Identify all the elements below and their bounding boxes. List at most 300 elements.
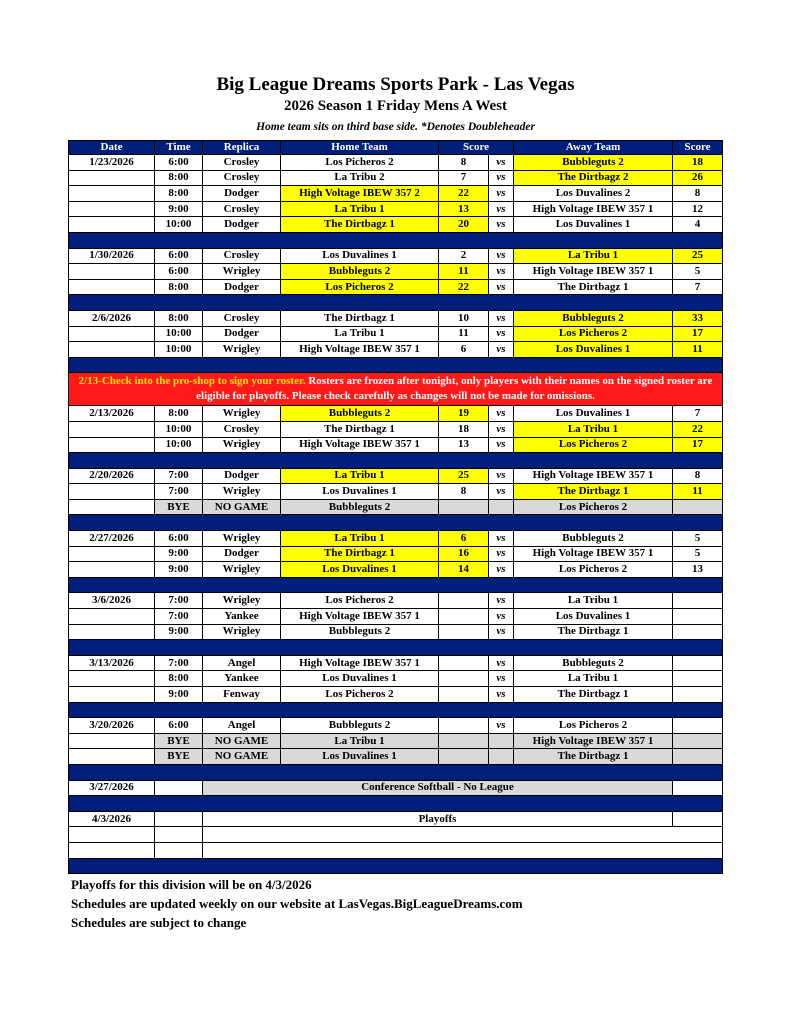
date-cell [69,609,155,625]
away-score-cell [673,671,723,687]
game-row [69,468,723,484]
vs-cell: vs [489,609,514,625]
away-score-cell [673,780,723,796]
game-row [69,655,723,671]
date-cell [69,421,155,437]
vs-cell: vs [489,671,514,687]
vs-cell: vs [489,437,514,453]
game-row [69,531,723,547]
replica-cell: Fenway [203,687,281,703]
home-team-cell: Los Duvalines 1 [281,671,439,687]
vs-cell [489,733,514,749]
separator-cell [69,858,723,874]
home-team-cell: The Dirtbagz 1 [281,421,439,437]
home-team-cell: La Tribu 1 [281,733,439,749]
col-time: Time [155,141,203,155]
date-cell [69,217,155,233]
away-score-cell: 11 [673,342,723,358]
time-cell: 8:00 [155,310,203,326]
home-score-cell: 8 [439,484,489,500]
date-cell [69,671,155,687]
away-score-cell: 22 [673,421,723,437]
date-cell: 2/6/2026 [69,310,155,326]
away-team-cell: The Dirtbagz 1 [514,279,673,295]
game-row [69,484,723,500]
vs-cell: vs [489,718,514,734]
away-team-cell: La Tribu 1 [514,671,673,687]
home-team-cell: Los Duvalines 1 [281,749,439,765]
away-score-cell [673,687,723,703]
home-team-cell: Los Picheros 2 [281,279,439,295]
replica-cell [203,827,723,843]
game-row [69,687,723,703]
vs-cell: vs [489,217,514,233]
notice-rest: Rosters are frozen after tonight, only players with their names on the signed roster are eligible for playoffs. Please check carefully as changes will not be made for omissions. [196,375,713,403]
home-team-cell: Bubbleguts 2 [281,499,439,515]
date-cell: 2/20/2026 [69,468,155,484]
time-cell: 8:00 [155,279,203,295]
home-score-cell: 6 [439,342,489,358]
home-score-cell: 7 [439,170,489,186]
game-row [69,593,723,609]
home-score-cell: 14 [439,562,489,578]
away-score-cell: 17 [673,437,723,453]
time-cell [155,842,203,858]
replica-cell: Angel [203,718,281,734]
game-row [69,248,723,264]
col-replica: Replica [203,141,281,155]
game-row [69,186,723,202]
away-score-cell: 5 [673,531,723,547]
game-row [69,326,723,342]
week-separator [69,858,723,874]
home-team-cell: Bubbleguts 2 [281,406,439,422]
time-cell: 6:00 [155,155,203,171]
away-team-cell: The Dirtbagz 1 [514,484,673,500]
away-score-cell: 25 [673,248,723,264]
away-team-cell: High Voltage IBEW 357 1 [514,201,673,217]
away-score-cell [673,749,723,765]
away-score-cell [673,718,723,734]
week-separator [69,357,723,373]
away-team-cell: Bubbleguts 2 [514,531,673,547]
roster-notice-text [69,373,723,406]
page-title: Big League Dreams Sports Park - Las Vegas [216,74,575,95]
home-score-cell: 11 [439,264,489,280]
home-score-cell: 10 [439,310,489,326]
replica-cell: Wrigley [203,437,281,453]
col-away-score: Score [673,141,723,155]
replica-cell: Dodger [203,217,281,233]
date-cell [69,733,155,749]
separator-cell [69,764,723,780]
blank-row [69,827,723,843]
time-cell: 6:00 [155,264,203,280]
week-separator [69,764,723,780]
away-team-cell: High Voltage IBEW 357 1 [514,468,673,484]
home-team-cell: Los Picheros 2 [281,593,439,609]
away-score-cell [673,624,723,640]
home-score-cell: 6 [439,531,489,547]
week-separator [69,232,723,248]
away-score-cell: 7 [673,406,723,422]
home-score-cell: 11 [439,326,489,342]
home-score-cell [439,671,489,687]
date-cell [69,624,155,640]
away-score-cell [673,733,723,749]
vs-cell: vs [489,655,514,671]
away-score-cell: 33 [673,310,723,326]
vs-cell: vs [489,421,514,437]
col-date: Date [69,141,155,155]
date-cell [69,687,155,703]
home-score-cell [439,609,489,625]
away-team-cell: Los Picheros 2 [514,326,673,342]
vs-cell: vs [489,484,514,500]
away-team-cell: Los Picheros 2 [514,718,673,734]
vs-cell: vs [489,624,514,640]
replica-cell: Dodger [203,326,281,342]
date-cell [69,484,155,500]
date-cell [69,264,155,280]
footer-disclaimer: Schedules are subject to change [71,915,247,930]
time-cell: 7:00 [155,468,203,484]
date-cell [69,499,155,515]
date-cell [69,342,155,358]
home-score-cell [439,733,489,749]
vs-cell [489,499,514,515]
home-team-cell: The Dirtbagz 1 [281,546,439,562]
blank-row [69,842,723,858]
home-score-cell: 2 [439,248,489,264]
time-cell [155,827,203,843]
time-cell: 7:00 [155,484,203,500]
col-home-score: Score [439,141,514,155]
home-team-cell: High Voltage IBEW 357 2 [281,186,439,202]
home-score-cell: 18 [439,421,489,437]
away-score-cell: 8 [673,468,723,484]
replica-cell: Wrigley [203,593,281,609]
week-separator [69,515,723,531]
away-team-cell: High Voltage IBEW 357 1 [514,264,673,280]
home-score-cell [439,593,489,609]
date-cell: 3/27/2026 [69,780,155,796]
date-cell [69,326,155,342]
date-cell: 3/6/2026 [69,593,155,609]
game-row [69,671,723,687]
vs-cell: vs [489,406,514,422]
week-separator [69,295,723,311]
separator-cell [69,357,723,373]
replica-cell [203,842,723,858]
game-row [69,201,723,217]
home-team-note: Home team sits on third base side. *Denotes Doubleheader [256,121,535,133]
game-row [69,279,723,295]
game-row [69,170,723,186]
time-cell: 8:00 [155,170,203,186]
event-text: Conference Softball - No League [203,780,673,796]
game-row [69,609,723,625]
away-team-cell: La Tribu 1 [514,248,673,264]
away-score-cell: 4 [673,217,723,233]
separator-cell [69,232,723,248]
away-team-cell: Bubbleguts 2 [514,310,673,326]
home-team-cell: Los Duvalines 1 [281,562,439,578]
col-home-team: Home Team [281,141,439,155]
away-team-cell: Los Duvalines 1 [514,217,673,233]
time-cell: 6:00 [155,248,203,264]
time-cell: 10:00 [155,421,203,437]
home-team-cell: La Tribu 1 [281,326,439,342]
bye-row [69,749,723,765]
time-cell: 7:00 [155,593,203,609]
home-team-cell: Bubbleguts 2 [281,718,439,734]
away-team-cell: Bubbleguts 2 [514,155,673,171]
replica-cell: Crosley [203,310,281,326]
away-team-cell: High Voltage IBEW 357 1 [514,733,673,749]
header-row [69,141,723,155]
home-team-cell: La Tribu 1 [281,468,439,484]
away-score-cell [673,811,723,827]
home-score-cell [439,624,489,640]
separator-cell [69,453,723,469]
home-score-cell: 25 [439,468,489,484]
away-team-cell: The Dirtbagz 1 [514,687,673,703]
replica-cell: Yankee [203,671,281,687]
time-cell [155,780,203,796]
away-score-cell [673,609,723,625]
replica-cell: Crosley [203,248,281,264]
away-score-cell: 7 [673,279,723,295]
away-score-cell: 5 [673,546,723,562]
replica-cell: Wrigley [203,531,281,547]
date-cell [69,437,155,453]
away-score-cell [673,499,723,515]
away-team-cell: Los Picheros 2 [514,562,673,578]
vs-cell: vs [489,468,514,484]
replica-cell: Dodger [203,468,281,484]
time-cell: BYE [155,733,203,749]
home-team-cell: Los Duvalines 1 [281,248,439,264]
vs-cell: vs [489,326,514,342]
replica-cell: NO GAME [203,749,281,765]
separator-cell [69,577,723,593]
time-cell: 7:00 [155,655,203,671]
date-cell: 2/27/2026 [69,531,155,547]
date-cell [69,170,155,186]
time-cell: 8:00 [155,406,203,422]
home-score-cell: 13 [439,437,489,453]
game-row [69,264,723,280]
replica-cell: Wrigley [203,562,281,578]
vs-cell: vs [489,593,514,609]
date-cell [69,186,155,202]
game-row [69,217,723,233]
home-score-cell: 20 [439,217,489,233]
week-separator [69,796,723,812]
replica-cell: Wrigley [203,406,281,422]
home-team-cell: Los Picheros 2 [281,155,439,171]
away-team-cell: Los Duvalines 1 [514,342,673,358]
week-separator [69,453,723,469]
event-row [69,780,723,796]
date-cell [69,842,155,858]
time-cell: 9:00 [155,562,203,578]
week-separator [69,577,723,593]
vs-cell: vs [489,155,514,171]
vs-cell: vs [489,201,514,217]
footer-website: Schedules are updated weekly on our website at LasVegas.BigLeagueDreams.com [71,896,523,911]
away-score-cell: 8 [673,186,723,202]
replica-cell: Crosley [203,421,281,437]
vs-cell: vs [489,170,514,186]
away-team-cell: The Dirtbagz 1 [514,624,673,640]
time-cell: 9:00 [155,624,203,640]
home-team-cell: Los Picheros 2 [281,687,439,703]
separator-cell [69,702,723,718]
separator-cell [69,640,723,656]
replica-cell: Crosley [203,155,281,171]
time-cell: 8:00 [155,186,203,202]
away-score-cell: 18 [673,155,723,171]
page-subtitle: 2026 Season 1 Friday Mens A West [283,98,508,114]
game-row [69,718,723,734]
date-cell: 2/13/2026 [69,406,155,422]
replica-cell: Wrigley [203,484,281,500]
game-row [69,310,723,326]
away-score-cell: 11 [673,484,723,500]
away-team-cell: Bubbleguts 2 [514,655,673,671]
home-team-cell: High Voltage IBEW 357 1 [281,342,439,358]
separator-cell [69,295,723,311]
home-team-cell: La Tribu 1 [281,201,439,217]
game-row [69,437,723,453]
away-team-cell: The Dirtbagz 1 [514,749,673,765]
date-cell: 3/13/2026 [69,655,155,671]
replica-cell: Yankee [203,609,281,625]
replica-cell: Angel [203,655,281,671]
home-score-cell [439,499,489,515]
home-score-cell: 8 [439,155,489,171]
home-score-cell [439,687,489,703]
away-score-cell: 26 [673,170,723,186]
vs-cell: vs [489,279,514,295]
home-team-cell: Bubbleguts 2 [281,264,439,280]
bye-row [69,733,723,749]
time-cell: 6:00 [155,718,203,734]
date-cell: 1/23/2026 [69,155,155,171]
replica-cell: NO GAME [203,733,281,749]
home-team-cell: High Voltage IBEW 357 1 [281,437,439,453]
date-cell: 4/3/2026 [69,811,155,827]
vs-cell: vs [489,310,514,326]
vs-cell: vs [489,248,514,264]
home-team-cell: High Voltage IBEW 357 1 [281,655,439,671]
away-score-cell: 5 [673,264,723,280]
vs-cell: vs [489,342,514,358]
separator-cell [69,515,723,531]
time-cell [155,811,203,827]
home-score-cell [439,718,489,734]
replica-cell: Wrigley [203,624,281,640]
time-cell: 7:00 [155,609,203,625]
date-cell: 1/30/2026 [69,248,155,264]
away-score-cell [673,655,723,671]
time-cell: BYE [155,749,203,765]
date-cell [69,749,155,765]
game-row [69,624,723,640]
game-row [69,546,723,562]
home-team-cell: Bubbleguts 2 [281,624,439,640]
time-cell: 10:00 [155,217,203,233]
replica-cell: Wrigley [203,342,281,358]
time-cell: 9:00 [155,546,203,562]
game-row [69,155,723,171]
time-cell: 9:00 [155,687,203,703]
away-team-cell: Los Picheros 2 [514,499,673,515]
home-score-cell: 13 [439,201,489,217]
home-team-cell: The Dirtbagz 1 [281,217,439,233]
replica-cell: NO GAME [203,499,281,515]
date-cell [69,279,155,295]
date-cell [69,562,155,578]
away-team-cell: Los Duvalines 1 [514,406,673,422]
home-team-cell: La Tribu 1 [281,531,439,547]
vs-cell: vs [489,264,514,280]
date-cell [69,827,155,843]
vs-cell: vs [489,186,514,202]
away-team-cell: Los Picheros 2 [514,437,673,453]
home-score-cell: 19 [439,406,489,422]
separator-cell [69,796,723,812]
replica-cell: Dodger [203,546,281,562]
replica-cell: Crosley [203,201,281,217]
game-row [69,562,723,578]
date-cell [69,546,155,562]
vs-cell: vs [489,562,514,578]
away-score-cell: 13 [673,562,723,578]
time-cell: 10:00 [155,437,203,453]
away-team-cell: La Tribu 1 [514,593,673,609]
week-separator [69,640,723,656]
home-score-cell [439,749,489,765]
time-cell: 6:00 [155,531,203,547]
away-team-cell: The Dirtbagz 2 [514,170,673,186]
home-team-cell: High Voltage IBEW 357 1 [281,609,439,625]
week-separator [69,702,723,718]
replica-cell: Crosley [203,170,281,186]
roster-notice [69,373,723,406]
away-score-cell: 17 [673,326,723,342]
home-score-cell: 16 [439,546,489,562]
game-row [69,342,723,358]
away-team-cell: La Tribu 1 [514,421,673,437]
away-team-cell: Los Duvalines 1 [514,609,673,625]
home-score-cell [439,655,489,671]
schedule-table [68,140,723,874]
date-cell: 3/20/2026 [69,718,155,734]
footer-playoffs: Playoffs for this division will be on 4/3/2026 [71,877,312,892]
away-score-cell: 12 [673,201,723,217]
away-team-cell: High Voltage IBEW 357 1 [514,546,673,562]
away-score-cell [673,593,723,609]
game-row [69,421,723,437]
away-team-cell: Los Duvalines 2 [514,186,673,202]
vs-cell: vs [489,546,514,562]
time-cell: BYE [155,499,203,515]
vs-cell [489,749,514,765]
bye-row [69,499,723,515]
